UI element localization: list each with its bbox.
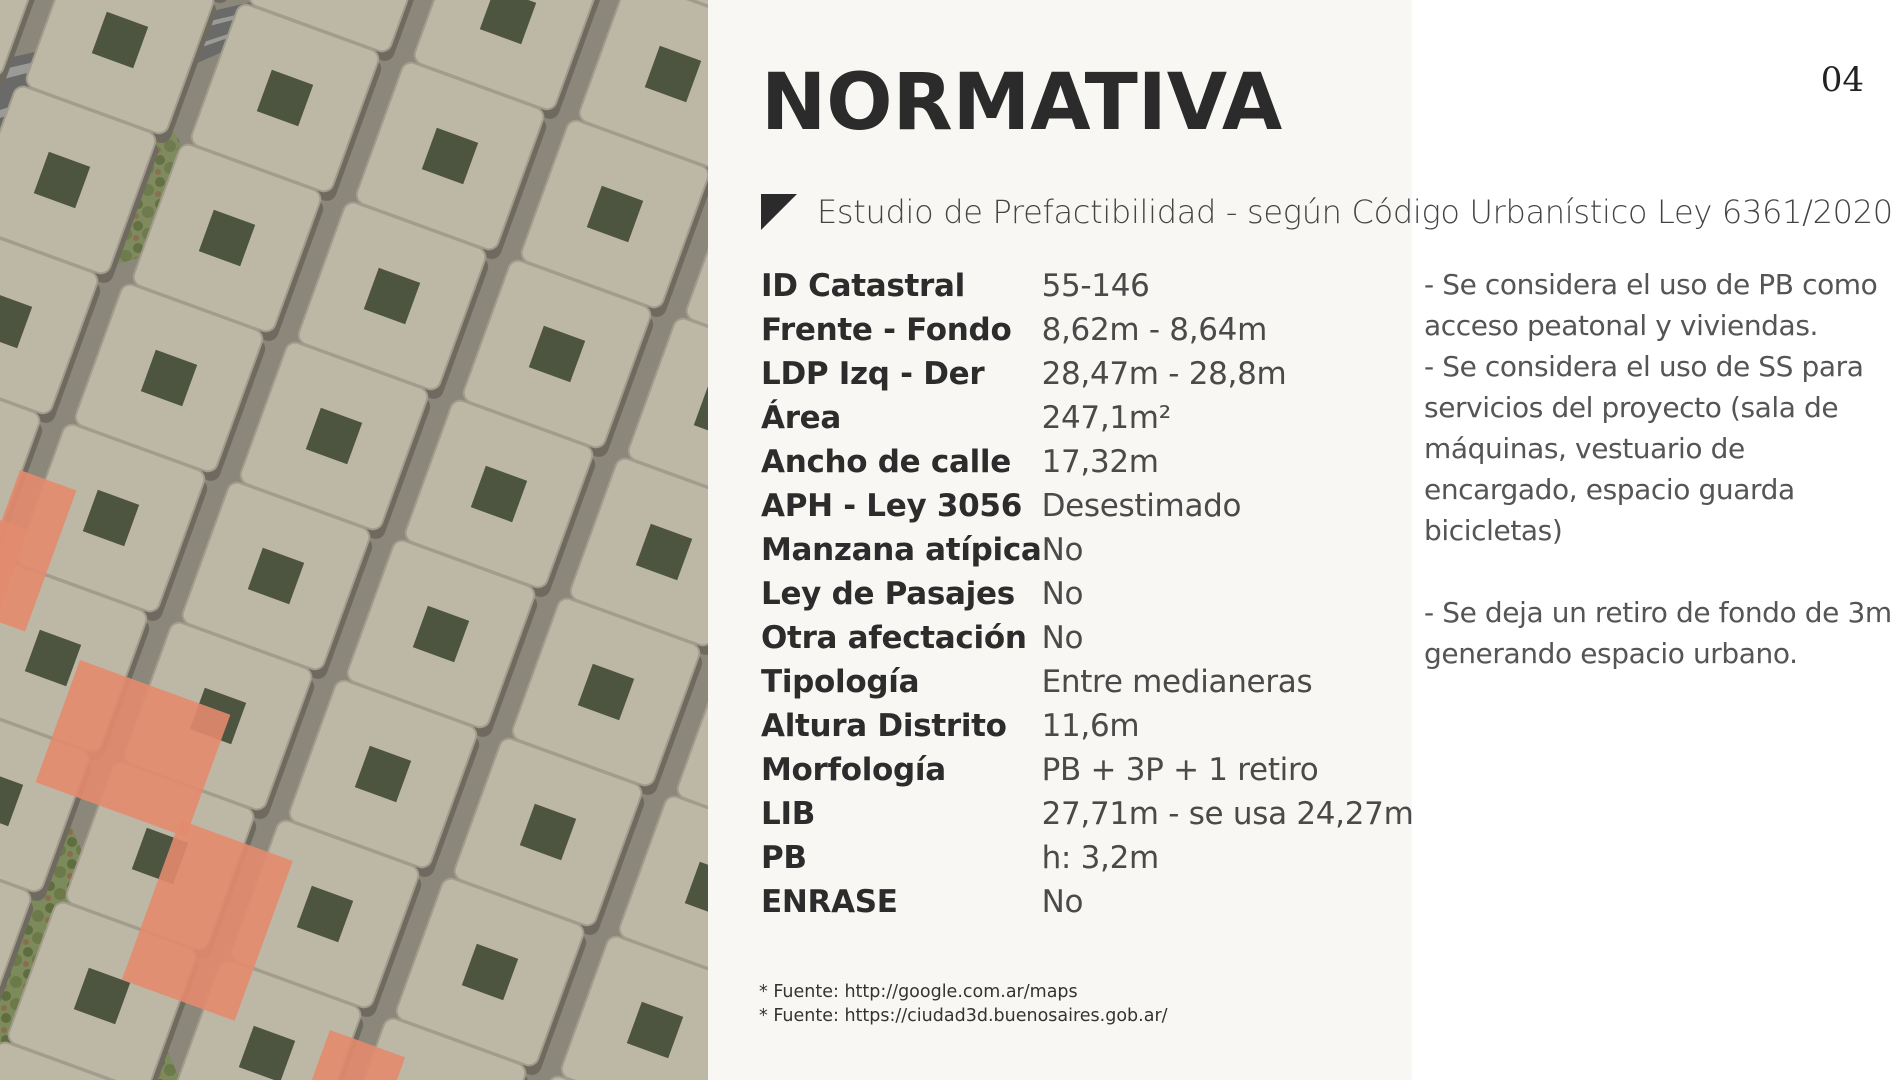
spec-label: Manzana atípica — [761, 532, 1042, 568]
source-line: * Fuente: http://google.com.ar/maps — [759, 982, 1078, 1002]
page-number: 04 — [1820, 60, 1864, 100]
note-text: - Se considera el uso de SS para servicios del proyecto (sala de máquinas, vestuario de encargado, espacio guarda bicicletas) — [1424, 350, 1864, 547]
subtitle-row — [761, 193, 1893, 231]
spec-label: Altura Distrito — [761, 708, 1007, 744]
spec-value: 247,1m² — [1041, 400, 1171, 436]
spec-label: LIB — [761, 796, 816, 832]
spec-label: Frente - Fondo — [761, 312, 1012, 348]
spec-value: 17,32m — [1041, 444, 1159, 480]
spec-label: LDP Izq - Der — [761, 356, 985, 392]
subtitle-text: Estudio de Prefactibilidad - según Código Urbanístico Ley 6361/2020 — [817, 193, 1893, 231]
aerial-city-image — [0, 0, 708, 1080]
page-title: NORMATIVA — [761, 58, 1283, 148]
spec-value: Desestimado — [1041, 488, 1242, 524]
spec-value: No — [1041, 620, 1084, 656]
spec-label: Ancho de calle — [761, 444, 1011, 480]
spec-row — [761, 748, 1413, 792]
spec-value: PB + 3P + 1 retiro — [1041, 752, 1319, 788]
spec-row — [761, 704, 1413, 748]
spec-value: Entre medianeras — [1041, 664, 1313, 700]
spec-row — [761, 308, 1413, 352]
spec-label: Ley de Pasajes — [761, 576, 1015, 612]
spec-value: 11,6m — [1041, 708, 1140, 744]
triangle-flag-icon — [761, 194, 797, 230]
spec-label: Morfología — [761, 752, 946, 788]
spec-row — [761, 528, 1413, 572]
spec-label: Área — [761, 400, 842, 436]
spec-label: Tipología — [761, 664, 920, 700]
spec-value: h: 3,2m — [1041, 840, 1159, 876]
spec-label: Otra afectación — [761, 620, 1027, 656]
spec-row — [761, 352, 1413, 396]
spec-row — [761, 264, 1413, 308]
spec-row — [761, 572, 1413, 616]
spec-row — [761, 660, 1413, 704]
spec-label: APH - Ley 3056 — [761, 488, 1022, 524]
notes-column — [1424, 264, 1894, 674]
spec-value: 27,71m - se usa 24,27m — [1041, 796, 1414, 832]
spec-row — [761, 792, 1413, 836]
spec-row — [761, 880, 1413, 924]
spec-label: PB — [761, 840, 807, 876]
spec-row — [761, 836, 1413, 880]
spec-value: 55-146 — [1041, 268, 1150, 304]
spec-row — [761, 616, 1413, 660]
spec-value: No — [1041, 884, 1084, 920]
spec-value: No — [1041, 532, 1084, 568]
spec-row — [761, 440, 1413, 484]
spec-row — [761, 396, 1413, 440]
spec-label: ENRASE — [761, 884, 898, 920]
note-text: - Se deja un retiro de fondo de 3m generando espacio urbano. — [1424, 596, 1892, 670]
note-spacer — [1424, 551, 1894, 592]
source-line: * Fuente: https://ciudad3d.buenosaires.gob.ar/ — [759, 1006, 1168, 1026]
spec-label: ID Catastral — [761, 268, 965, 304]
spec-value: No — [1041, 576, 1084, 612]
sources — [759, 980, 1168, 1028]
spec-row — [761, 484, 1413, 528]
spec-value: 8,62m - 8,64m — [1041, 312, 1267, 348]
specs-table — [761, 264, 1413, 924]
note-text: - Se considera el uso de PB como acceso peatonal y viviendas. — [1424, 268, 1878, 342]
spec-value: 28,47m - 28,8m — [1041, 356, 1287, 392]
